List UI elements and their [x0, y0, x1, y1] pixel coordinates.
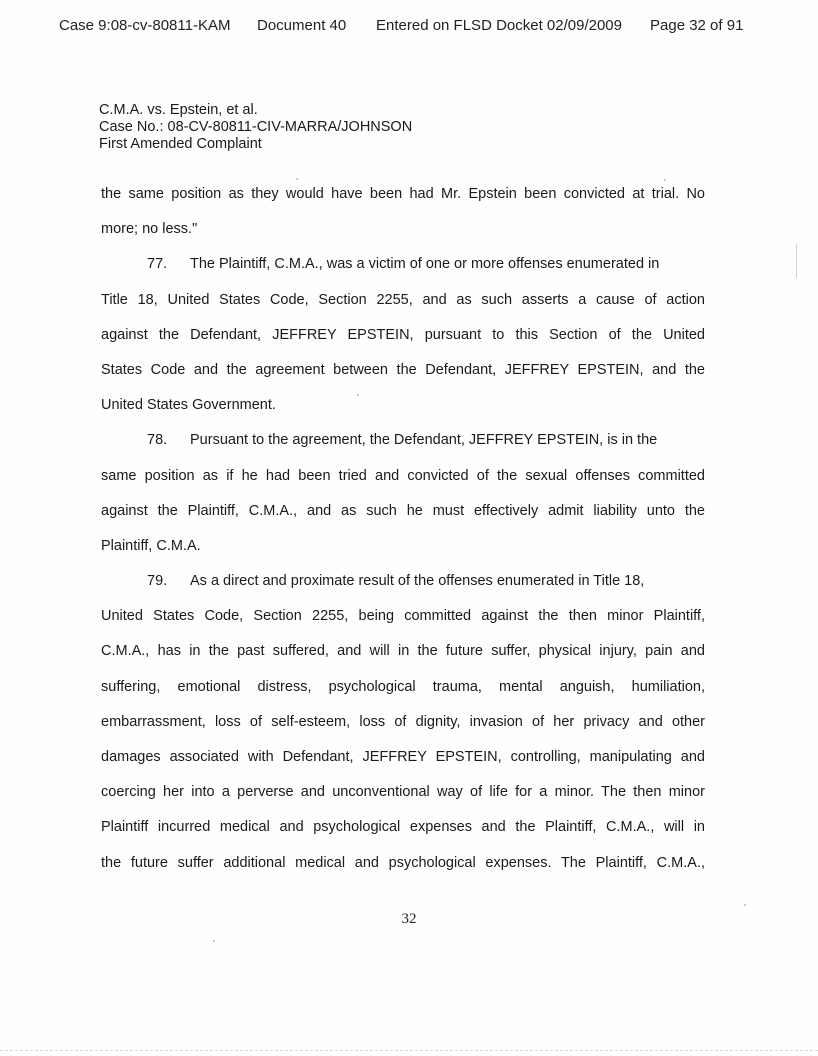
- paragraph-78: [101, 427, 705, 568]
- filing-header: [59, 17, 759, 39]
- body-line: against the Plaintiff, C.M.A., and as such he must effectively admit liability unto the: [101, 502, 705, 519]
- filing-case-number: Case 9:08-cv-80811-KAM: [59, 17, 231, 34]
- body-line: embarrassment, loss of self-esteem, loss of dignity, invasion of her privacy and other: [101, 713, 705, 730]
- case-caption: [99, 102, 599, 153]
- paragraph-first-line: [101, 427, 705, 462]
- scan-edge-line: [0, 1050, 818, 1052]
- body-line: suffering, emotional distress, psychological trauma, mental anguish, humiliation,: [101, 678, 705, 695]
- filing-page-count: Page 32 of 91: [650, 17, 744, 34]
- scan-speck: [296, 178, 298, 180]
- scan-speck: [213, 940, 215, 942]
- body-line: Plaintiff, C.M.A.: [101, 537, 201, 554]
- body-line: the future suffer additional medical and psychological expenses. The Plaintiff, C.M.A.,: [101, 854, 705, 871]
- body-line: same position as if he had been tried and convicted of the sexual offenses committed: [101, 467, 705, 484]
- body-line: As a direct and proximate result of the offenses enumerated in Title 18,: [190, 573, 645, 590]
- scan-margin-mark: [796, 244, 797, 278]
- paragraph-first-line: [101, 568, 705, 603]
- paragraph-77: [101, 251, 705, 427]
- filing-entered-date: Entered on FLSD Docket 02/09/2009: [376, 17, 622, 34]
- page-number: 32: [401, 911, 417, 927]
- body-line: United States Code, Section 2255, being committed against the then minor Plaintiff,: [101, 608, 705, 625]
- caption-document-title: First Amended Complaint: [99, 136, 262, 152]
- body-line: C.M.A., has in the past suffered, and will in the future suffer, physical injury, pain and: [101, 643, 705, 660]
- body-line: damages associated with Defendant, JEFFREY EPSTEIN, controlling, manipulating and: [101, 749, 705, 765]
- body-line: coercing her into a perverse and unconventional way of life for a minor. The then minor: [101, 784, 705, 801]
- scan-speck: [664, 179, 666, 181]
- paragraph-number: 78.: [147, 432, 168, 449]
- body-line: the same position as they would have been had Mr. Epstein been convicted at trial. No: [101, 186, 705, 202]
- paragraph-number: 79.: [147, 573, 168, 590]
- body-line: Pursuant to the agreement, the Defendant, JEFFREY EPSTEIN, is in the: [190, 432, 658, 449]
- paragraph-first-line: [101, 251, 705, 286]
- body-line: Title 18, United States Code, Section 2255, and as such asserts a cause of action: [101, 291, 705, 308]
- scan-speck: [744, 904, 746, 906]
- body-line: The Plaintiff, C.M.A., was a victim of one or more offenses enumerated in: [190, 256, 660, 273]
- filing-document-number: Document 40: [257, 17, 347, 34]
- caption-parties: C.M.A. vs. Epstein, et al.: [99, 102, 258, 118]
- paragraph-79: [101, 568, 705, 885]
- caption-case-number: Case No.: 08-CV-80811-CIV-MARRA/JOHNSON: [99, 119, 413, 135]
- paragraph-number: 77.: [147, 256, 168, 273]
- body-line: against the Defendant, JEFFREY EPSTEIN, pursuant to this Section of the United: [101, 326, 705, 343]
- body-line: more; no less.": [101, 221, 198, 238]
- complaint-body: [101, 181, 705, 885]
- body-line: Plaintiff incurred medical and psychological expenses and the Plaintiff, C.M.A., will in: [101, 819, 705, 836]
- body-line: States Code and the agreement between the Defendant, JEFFREY EPSTEIN, and the: [101, 361, 705, 378]
- body-line: United States Government.: [101, 397, 276, 414]
- scan-speck: [357, 394, 359, 396]
